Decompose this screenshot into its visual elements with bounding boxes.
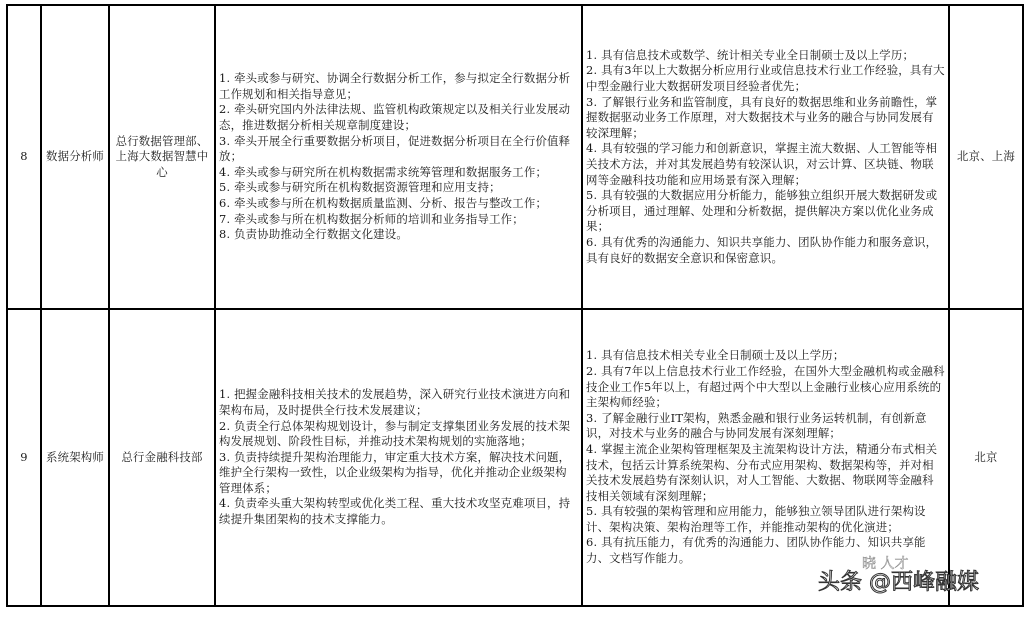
- duties-cell: [215, 5, 582, 309]
- department: 总行数据管理部、上海大数据智慧中心: [109, 5, 215, 309]
- requirement-item: 4. 掌握主流企业架构管理框架及主流架构设计方法，精通分布式相关技术，包括云计算系统架构、分布式应用架构、数据架构等，并对相关技术发展趋势有深刻认识，对人工智能、大数据、物联网等金融科技相关领域有深刻理解；: [586, 441, 938, 503]
- duty-item: 2. 牵头研究国内外法律法规、监管机构政策规定以及相关行业发展动态，推进数据分析相关规章制度建设；: [219, 102, 571, 133]
- work-location: 北京、上海: [949, 5, 1023, 309]
- duty-item: 4. 负责牵头重大架构转型或优化类工程、重大技术攻坚克难项目，持续提升集团架构的技术支撑能力。: [219, 496, 571, 527]
- duty-item: 3. 负责持续提升架构治理能力，审定重大技术方案，解决技术问题，维护全行架构一致性，以企业级架构为指导，优化并推动企业级架构管理体系；: [219, 449, 571, 495]
- source-watermark: 头条 @西峰融媒: [818, 570, 979, 595]
- requirement-item: 4. 具有较强的学习能力和创新意识，掌握主流大数据、人工智能等相关技术方法，并对其发展趋势有较深认识，对云计算、区块链、物联网等金融科技功能和应用场景有深入理解；: [586, 141, 938, 187]
- row-number: 8: [7, 5, 41, 309]
- duties-cell: [215, 309, 582, 606]
- requirement-item: 3. 了解金融行业IT架构，熟悉金融和银行业务运转机制，有创新意识，对技术与业务的融合与协同发展有深刻理解；: [586, 410, 927, 441]
- job-positions-table: [6, 4, 1024, 607]
- duty-item: 3. 牵头开展全行重要数据分析项目，促进数据分析项目在全行价值释放；: [219, 133, 571, 164]
- duty-item: 8. 负责协助推动全行数据文化建设。: [219, 227, 408, 242]
- requirement-item: 5. 具有较强的大数据应用分析能力，能够独立组织开展大数据研发或分析项目，通过理解、处理和分析数据，提供解决方案以优化业务成果；: [586, 188, 938, 234]
- duty-item: 6. 牵头或参与所在机构数据质量监测、分析、报告与整改工作；: [219, 195, 548, 210]
- requirement-item: 6. 具有抗压能力，有优秀的沟通能力、团队协作能力、知识共享能力、文档写作能力。: [586, 535, 926, 566]
- faint-watermark: 晓 人才: [862, 556, 909, 572]
- department: 总行金融科技部: [109, 309, 215, 606]
- requirement-item: 5. 具有较强的架构管理和应用能力，能够独立领导团队进行架构设计、架构决策、架构治理等工作，并能推动架构的优化演进；: [586, 504, 926, 534]
- position-title: 系统架构师: [41, 309, 109, 606]
- duty-item: 4. 牵头或参与研究所在机构数据需求统筹管理和数据服务工作；: [219, 164, 548, 179]
- work-location: 北京: [949, 309, 1023, 606]
- position-title: 数据分析师: [41, 5, 109, 309]
- row-number: 9: [7, 309, 41, 606]
- requirements-cell: [582, 5, 949, 309]
- table-row: [7, 5, 1023, 309]
- requirement-item: 6. 具有优秀的沟通能力、知识共享能力、团队协作能力和服务意识，具有良好的数据安全意识和保密意识。: [586, 234, 938, 265]
- duty-item: 1. 把握金融科技相关技术的发展趋势，深入研究行业技术演进方向和架构布局，及时提供全行技术发展建议；: [219, 387, 571, 417]
- duty-item: 5. 牵头或参与研究所在机构数据资源管理和应用支持；: [219, 180, 501, 195]
- requirement-item: 1. 具有信息技术相关专业全日制硕士及以上学历；: [586, 348, 845, 363]
- duty-item: 2. 负责全行总体架构规划设计，参与制定支撑集团业务发展的技术架构发展规划、阶段性目标，并推动技术架构规划的实施落地；: [219, 418, 571, 449]
- duty-item: 7. 牵头或参与所在机构数据分析师的培训和业务指导工作；: [219, 211, 524, 226]
- duty-item: 1. 牵头或参与研究、协调全行数据分析工作，参与拟定全行数据分析工作规划和相关指导意见；: [219, 71, 571, 101]
- requirement-item: 1. 具有信息技术或数学、统计相关专业全日制硕士及以上学历；: [586, 47, 915, 62]
- requirement-item: 2. 具有7年以上信息技术行业工作经验，在国外大型金融机构或金融科技企业工作5年以上，有超过两个中大型以上金融行业核心应用系统的主架构师经验；: [586, 363, 945, 410]
- requirement-item: 3. 了解银行业务和监管制度，具有良好的数据思维和业务前瞻性，掌握数据驱动业务工作原理，对大数据技术与业务的融合与协同发展有较深理解；: [586, 94, 938, 140]
- requirement-item: 2. 具有3年以上大数据分析应用行业或信息技术行业工作经验，具有大中型金融行业大数据研发项目经验者优先；: [586, 63, 945, 94]
